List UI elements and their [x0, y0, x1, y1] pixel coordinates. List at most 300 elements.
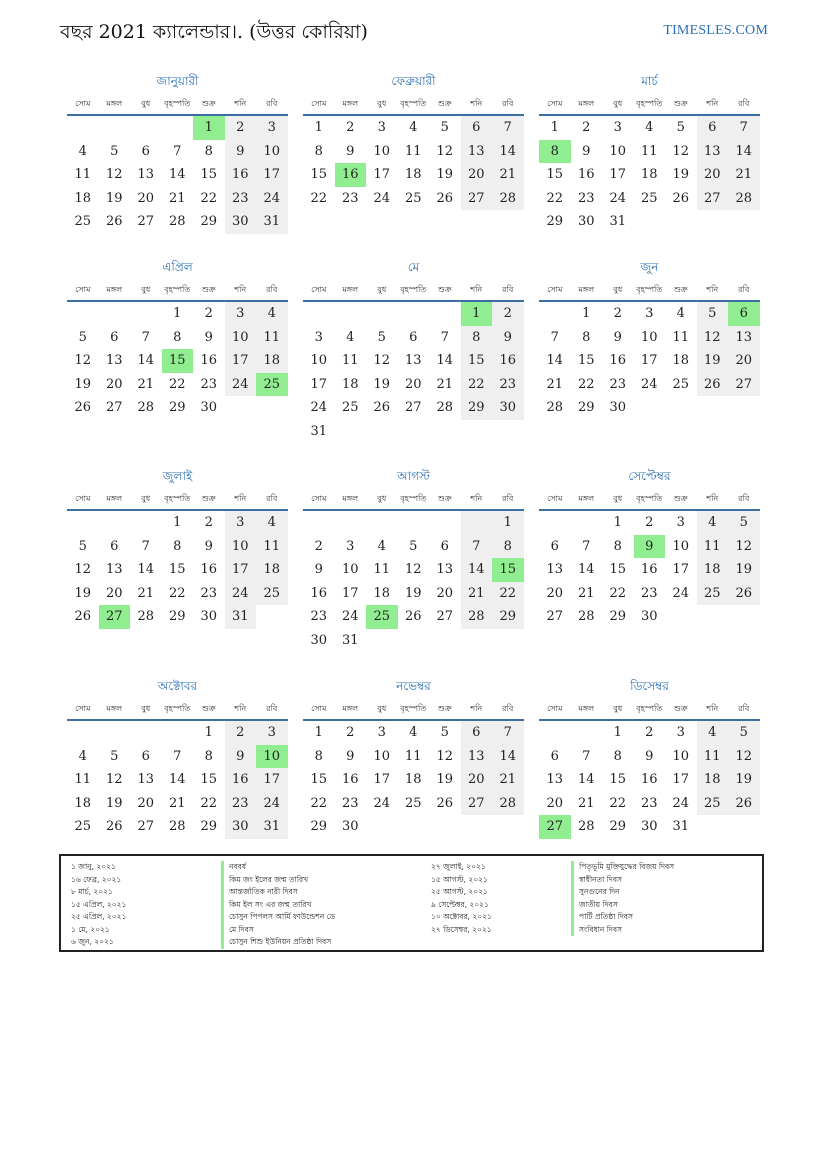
day-cell: 27	[697, 187, 729, 211]
weekday-header	[539, 699, 760, 721]
weekday-label: মঙ্গল	[106, 285, 123, 294]
weekday-label: সোম	[75, 99, 91, 108]
day-cell: 18	[256, 558, 288, 582]
month-name: মার্চ	[641, 74, 658, 88]
day-cell: 8	[582, 329, 591, 345]
month-name: জুন	[640, 260, 659, 274]
legend-holiday-name: জাতীয় দিবস	[571, 899, 674, 912]
day-cell: 30	[225, 210, 257, 234]
day-cell: 12	[373, 353, 391, 368]
day-cell: 21	[492, 163, 524, 187]
day-cell: 2	[225, 721, 257, 745]
day-cell: 30	[640, 819, 658, 834]
month-block	[303, 677, 524, 839]
day-cell: 15	[546, 167, 564, 182]
day-cell: 17	[373, 772, 391, 787]
day-cell: 2	[645, 515, 654, 530]
day-cell: 17	[225, 349, 257, 373]
day-cell: 7	[141, 538, 150, 554]
day-cell: 8	[204, 748, 213, 764]
day-cell: 24	[225, 582, 257, 606]
empty-day-cell	[539, 721, 571, 745]
day-cell: 15	[200, 772, 218, 787]
day-cell: 3	[225, 511, 257, 535]
day-cell: 19	[74, 585, 92, 601]
day-cell: 16	[310, 585, 328, 601]
day-cell: 18	[74, 190, 92, 206]
day-cell: 28	[492, 792, 524, 816]
day-cell: 20	[404, 376, 422, 392]
weekday-label: রবি	[502, 285, 514, 294]
day-cell: 2	[346, 725, 355, 740]
day-cell: 14	[436, 353, 454, 368]
month-name: আগস্ট	[397, 469, 430, 483]
day-cell: 12	[105, 772, 123, 787]
day-cell: 18	[256, 349, 288, 373]
month-name: নভেম্বর	[396, 679, 431, 693]
day-cell: 2	[204, 306, 213, 321]
day-cell: 20	[105, 585, 123, 601]
weekday-label: শনি	[470, 285, 483, 294]
empty-day-cell	[130, 116, 162, 140]
day-cell: 13	[546, 562, 564, 577]
day-cell: 14	[546, 353, 564, 368]
day-cell: 9	[225, 140, 257, 164]
days-grid	[539, 302, 760, 420]
day-cell: 5	[110, 748, 119, 764]
weekday-label: সোম	[547, 494, 563, 503]
weekday-header	[303, 280, 524, 302]
day-cell: 15	[310, 167, 328, 182]
day-cell: 15	[200, 167, 218, 182]
day-cell: 11	[74, 167, 92, 182]
day-cell: 20	[728, 349, 760, 373]
weekday-label: মঙ্গল	[342, 704, 359, 713]
weekday-header	[67, 280, 288, 302]
day-cell: 7	[582, 538, 591, 554]
day-cell: 17	[373, 167, 391, 182]
weekday-label: মঙ্গল	[342, 99, 359, 108]
weekday-label: রবি	[502, 704, 514, 713]
day-cell: 29	[492, 605, 524, 629]
day-cell: 28	[137, 609, 155, 624]
day-cell: 1	[173, 306, 182, 321]
legend-holiday-name: চোসুন শিশু ইউনিয়ন প্রতিষ্ঠা দিবস	[221, 936, 335, 949]
days-grid	[303, 116, 524, 210]
weekday-label: বৃহস্পতি	[164, 704, 191, 713]
day-cell: 15	[577, 353, 595, 368]
day-cell: 1	[613, 515, 622, 530]
day-cell: 27	[137, 819, 155, 834]
day-cell: 11	[256, 535, 288, 559]
weekday-label: বৃহস্পতি	[400, 494, 427, 503]
day-cell: 8	[492, 535, 524, 559]
day-cell: 4	[697, 721, 729, 745]
day-cell: 28	[546, 400, 564, 415]
day-cell: 13	[404, 353, 422, 368]
day-cell: 14	[577, 562, 595, 577]
day-cell: 7	[141, 329, 150, 345]
day-cell: 13	[137, 167, 155, 182]
day-cell: 28	[436, 400, 454, 415]
weekday-label: শুক্র	[673, 285, 688, 294]
day-cell: 16	[640, 562, 658, 577]
weekday-header	[539, 280, 760, 302]
day-cell: 26	[436, 190, 454, 206]
day-cell: 3	[676, 725, 685, 740]
day-cell: 12	[728, 535, 760, 559]
day-cell: 18	[697, 768, 729, 792]
day-cell: 6	[110, 538, 119, 554]
day-cell: 23	[200, 376, 218, 392]
day-cell: 1	[314, 120, 323, 135]
weekday-label: মঙ্গল	[578, 99, 595, 108]
day-cell: 12	[436, 143, 454, 159]
day-cell: 4	[645, 120, 654, 135]
day-cell: 10	[672, 748, 690, 764]
day-cell: 10	[310, 353, 328, 368]
empty-day-cell	[99, 116, 131, 140]
day-cell: 4	[346, 329, 355, 345]
month-name: মে	[407, 260, 420, 274]
weekday-label: শনি	[470, 704, 483, 713]
day-cell: 27	[728, 373, 760, 397]
legend-holiday-name: মে দিবস	[221, 924, 335, 937]
legend-date: ৬ জুন, ২০২১	[71, 937, 114, 946]
weekday-label: শুক্র	[673, 99, 688, 108]
weekday-label: সোম	[311, 285, 327, 294]
weekday-label: শুক্র	[437, 704, 452, 713]
day-cell: 30	[577, 214, 595, 229]
day-cell: 18	[404, 772, 422, 787]
weekday-label: শনি	[470, 99, 483, 108]
day-cell: 30	[225, 815, 257, 839]
day-cell: 12	[74, 562, 92, 577]
empty-day-cell	[162, 116, 194, 140]
day-cell: 6	[141, 748, 150, 764]
day-cell: 22	[609, 585, 627, 601]
legend-holiday-name: কিম জং ইলের জন্ম তারিখ	[221, 874, 335, 887]
day-cell: 10	[373, 748, 391, 764]
holiday-day-cell: 1	[461, 302, 493, 326]
weekday-header	[67, 489, 288, 511]
day-cell: 9	[204, 538, 213, 554]
day-cell: 14	[168, 772, 186, 787]
empty-day-cell	[303, 302, 335, 326]
day-cell: 11	[640, 143, 658, 159]
day-cell: 14	[137, 562, 155, 577]
month-block	[67, 467, 288, 629]
empty-day-cell	[398, 302, 430, 326]
day-cell: 19	[728, 558, 760, 582]
day-cell: 4	[676, 306, 685, 321]
day-cell: 5	[377, 329, 386, 345]
weekday-label: বৃহস্পতি	[636, 704, 663, 713]
day-cell: 25	[697, 792, 729, 816]
day-cell: 8	[204, 143, 213, 159]
day-cell: 19	[74, 376, 92, 392]
day-cell: 24	[341, 609, 359, 624]
day-cell: 22	[546, 190, 564, 206]
day-cell: 26	[697, 373, 729, 397]
day-cell: 10	[609, 143, 627, 159]
day-cell: 17	[609, 167, 627, 182]
weekday-label: শুক্র	[201, 704, 216, 713]
weekday-label: বৃহস্পতি	[164, 494, 191, 503]
day-cell: 3	[676, 515, 685, 530]
day-cell: 7	[728, 116, 760, 140]
day-cell: 28	[168, 214, 186, 229]
day-cell: 20	[546, 585, 564, 601]
day-cell: 25	[404, 190, 422, 206]
day-cell: 5	[110, 143, 119, 159]
day-cell: 23	[640, 585, 658, 601]
day-cell: 16	[225, 163, 257, 187]
day-cell: 16	[225, 768, 257, 792]
legend-date: ২৭ জুলাই, ২০২১	[431, 862, 486, 871]
day-cell: 18	[672, 353, 690, 368]
day-cell: 12	[74, 353, 92, 368]
weekday-label: সোম	[75, 285, 91, 294]
empty-day-cell	[67, 721, 99, 745]
weekday-label: মঙ্গল	[342, 285, 359, 294]
day-cell: 13	[461, 745, 493, 769]
month-name: ফেব্রুয়ারী	[391, 74, 436, 88]
day-cell: 9	[645, 748, 654, 764]
weekday-label: মঙ্গল	[578, 704, 595, 713]
day-cell: 27	[436, 609, 454, 624]
day-cell: 5	[440, 725, 449, 740]
weekday-label: সোম	[311, 494, 327, 503]
day-cell: 13	[728, 326, 760, 350]
day-cell: 22	[310, 190, 328, 206]
legend-date: ১৫ আগস্ট, ২০২১	[431, 874, 488, 884]
day-cell: 27	[137, 214, 155, 229]
month-name: ডিসেম্বর	[630, 679, 669, 693]
day-cell: 19	[436, 772, 454, 787]
day-cell: 22	[200, 190, 218, 206]
day-cell: 14	[492, 140, 524, 164]
day-cell: 19	[105, 190, 123, 206]
day-cell: 29	[200, 819, 218, 834]
weekday-label: বৃহস্পতি	[164, 285, 191, 294]
day-cell: 13	[105, 353, 123, 368]
day-cell: 11	[256, 326, 288, 350]
day-cell: 3	[377, 725, 386, 740]
day-cell: 25	[74, 819, 92, 834]
day-cell: 16	[200, 353, 218, 368]
day-cell: 9	[582, 143, 591, 159]
day-cell: 19	[672, 167, 690, 182]
day-cell: 30	[640, 609, 658, 624]
day-cell: 7	[492, 721, 524, 745]
day-cell: 11	[697, 535, 729, 559]
weekday-label: শনি	[234, 285, 247, 294]
day-cell: 10	[640, 329, 658, 345]
legend-holiday-name: নববর্ষ	[221, 861, 335, 874]
day-cell: 25	[74, 214, 92, 229]
day-cell: 11	[404, 748, 422, 764]
day-cell: 29	[577, 400, 595, 415]
day-cell: 23	[609, 376, 627, 392]
day-cell: 28	[461, 605, 493, 629]
day-cell: 2	[582, 120, 591, 135]
legend-date: ১০ অক্টোবর, ২০২১	[431, 912, 492, 921]
weekday-label: বুধ	[613, 494, 623, 503]
empty-day-cell	[303, 511, 335, 535]
weekday-label: বৃহস্পতি	[400, 285, 427, 294]
day-cell: 18	[404, 167, 422, 182]
page-title: বছর 2021 ক্যালেন্ডার।. (উত্তর কোরিয়া)	[60, 21, 368, 43]
day-cell: 2	[314, 538, 323, 554]
day-cell: 22	[577, 376, 595, 392]
day-cell: 23	[200, 585, 218, 601]
day-cell: 29	[200, 214, 218, 229]
weekday-label: বুধ	[377, 704, 387, 713]
day-cell: 3	[225, 302, 257, 326]
day-cell: 24	[373, 795, 391, 811]
day-cell: 15	[609, 772, 627, 787]
day-cell: 25	[640, 190, 658, 206]
legend-date: ২৫ এপ্রিল, ২০২১	[71, 912, 127, 921]
day-cell: 26	[436, 795, 454, 811]
day-cell: 4	[409, 725, 418, 740]
day-cell: 30	[200, 400, 218, 415]
day-cell: 23	[341, 795, 359, 811]
month-block	[67, 72, 288, 234]
empty-day-cell	[366, 302, 398, 326]
day-cell: 15	[609, 562, 627, 577]
weekday-label: বৃহস্পতি	[400, 704, 427, 713]
day-cell: 4	[697, 511, 729, 535]
day-cell: 12	[672, 143, 690, 159]
day-cell: 24	[609, 190, 627, 206]
weekday-label: শুক্র	[201, 494, 216, 503]
day-cell: 11	[373, 562, 391, 577]
day-cell: 8	[173, 329, 182, 345]
day-cell: 7	[173, 748, 182, 764]
day-cell: 30	[609, 400, 627, 415]
day-cell: 19	[728, 768, 760, 792]
day-cell: 1	[173, 515, 182, 530]
day-cell: 20	[436, 585, 454, 601]
day-cell: 19	[105, 795, 123, 811]
day-cell: 20	[105, 376, 123, 392]
day-cell: 1	[492, 511, 524, 535]
day-cell: 1	[550, 120, 559, 135]
month-block	[539, 258, 760, 420]
empty-day-cell	[130, 302, 162, 326]
day-cell: 6	[697, 116, 729, 140]
day-cell: 26	[672, 190, 690, 206]
day-cell: 5	[78, 538, 87, 554]
weekday-label: শুক্র	[437, 285, 452, 294]
day-cell: 6	[440, 538, 449, 554]
weekday-label: সোম	[75, 494, 91, 503]
day-cell: 18	[697, 558, 729, 582]
day-cell: 1	[314, 725, 323, 740]
day-cell: 26	[105, 819, 123, 834]
empty-day-cell	[539, 302, 571, 326]
day-cell: 7	[492, 116, 524, 140]
day-cell: 11	[341, 353, 359, 368]
day-cell: 4	[409, 120, 418, 135]
day-cell: 20	[461, 163, 493, 187]
weekday-label: বুধ	[613, 704, 623, 713]
month-block	[539, 72, 760, 234]
day-cell: 20	[546, 795, 564, 811]
day-cell: 6	[550, 748, 559, 764]
holiday-day-cell: 15	[492, 558, 524, 582]
day-cell: 4	[78, 143, 87, 159]
day-cell: 23	[640, 795, 658, 811]
day-cell: 26	[74, 609, 92, 624]
weekday-label: বৃহস্পতি	[164, 99, 191, 108]
day-cell: 10	[225, 326, 257, 350]
weekday-label: শুক্র	[673, 704, 688, 713]
weekday-label: রবি	[502, 494, 514, 503]
empty-day-cell	[335, 302, 367, 326]
weekday-label: বৃহস্পতি	[636, 99, 663, 108]
day-cell: 28	[728, 187, 760, 211]
day-cell: 17	[672, 772, 690, 787]
legend-dates-column-2	[431, 861, 492, 936]
month-block	[67, 677, 288, 839]
day-cell: 20	[137, 190, 155, 206]
day-cell: 7	[173, 143, 182, 159]
day-cell: 24	[225, 373, 257, 397]
day-cell: 9	[613, 329, 622, 345]
empty-day-cell	[130, 511, 162, 535]
day-cell: 14	[137, 353, 155, 368]
weekday-label: বৃহস্পতি	[636, 494, 663, 503]
day-cell: 12	[697, 326, 729, 350]
holiday-legend	[59, 854, 764, 952]
day-cell: 16	[200, 562, 218, 577]
day-cell: 25	[672, 376, 690, 392]
day-cell: 6	[461, 721, 493, 745]
day-cell: 10	[672, 538, 690, 554]
day-cell: 9	[492, 326, 524, 350]
legend-date: ১ মে, ২০২১	[71, 924, 110, 934]
weekday-label: রবি	[266, 285, 278, 294]
day-cell: 25	[341, 400, 359, 415]
weekday-header	[303, 94, 524, 116]
legend-holiday-name: কিম ইল সং এর জন্ম তারিখ	[221, 899, 335, 912]
empty-day-cell	[99, 511, 131, 535]
day-cell: 12	[728, 745, 760, 769]
day-cell: 14	[577, 772, 595, 787]
day-cell: 8	[461, 326, 493, 350]
legend-holiday-name: সুনগুনের দিন	[571, 886, 674, 899]
empty-day-cell	[67, 302, 99, 326]
site-brand-link[interactable]: TIMESLES.COM	[663, 23, 768, 38]
day-cell: 16	[640, 772, 658, 787]
legend-names-column-2	[571, 861, 674, 936]
days-grid	[303, 511, 524, 652]
days-grid	[303, 721, 524, 839]
day-cell: 23	[310, 609, 328, 624]
days-grid	[539, 511, 760, 629]
day-cell: 19	[436, 167, 454, 182]
day-cell: 24	[672, 585, 690, 601]
days-grid	[67, 116, 288, 234]
weekday-label: মঙ্গল	[106, 99, 123, 108]
weekday-label: বুধ	[377, 99, 387, 108]
weekday-label: বুধ	[377, 285, 387, 294]
day-cell: 22	[461, 373, 493, 397]
day-cell: 11	[404, 143, 422, 159]
